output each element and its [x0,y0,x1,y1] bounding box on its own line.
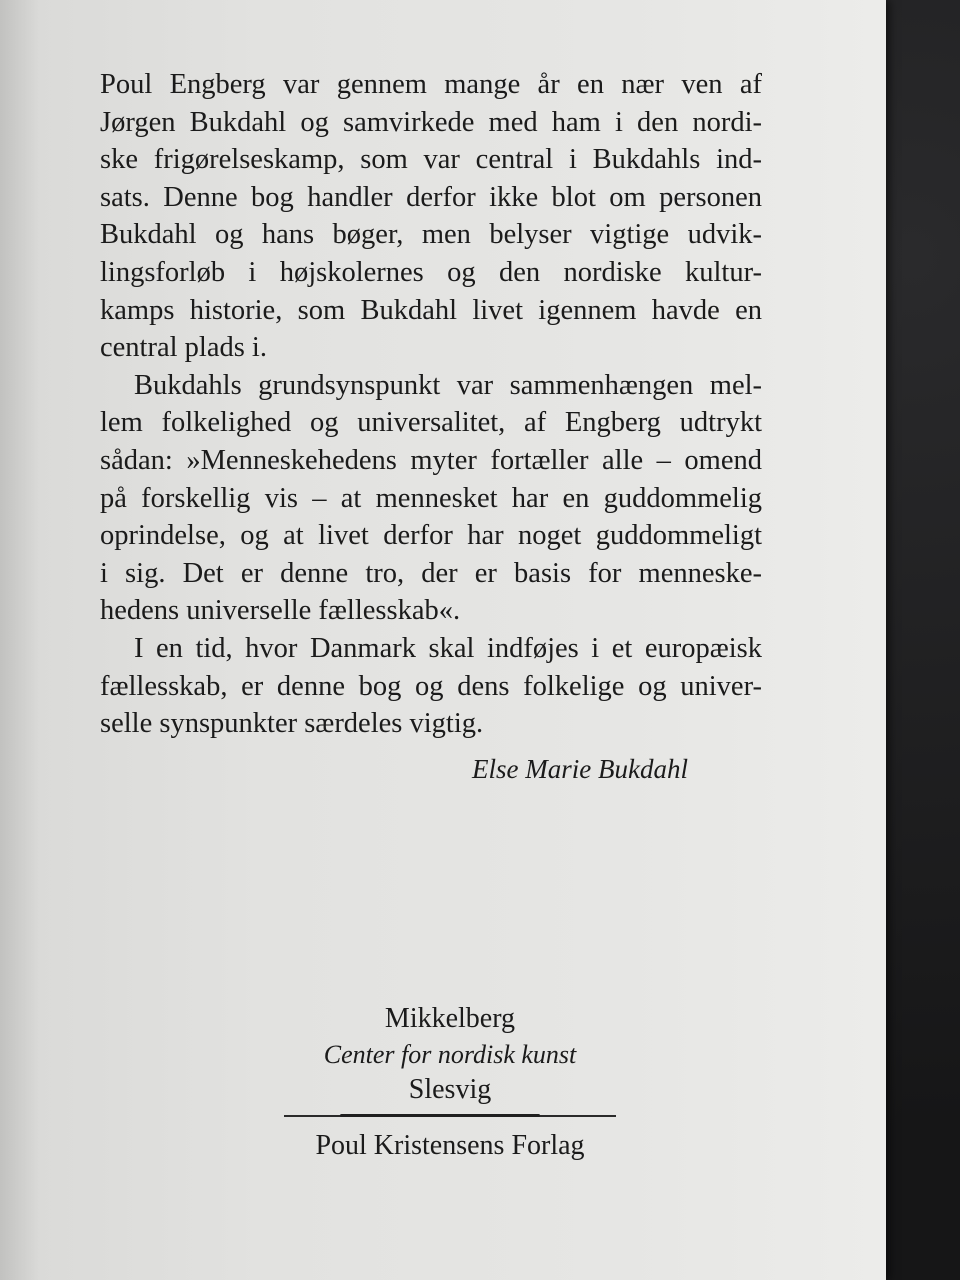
text-line: selle synspunkter særdeles vigtig. [100,708,484,740]
blurb-text [100,66,762,743]
imprint-line-2: Center for nordisk kunst [323,1040,577,1069]
text-line: I en tid, hvor Danmark skal indføjes i et europæisk [134,632,762,664]
imprint-block [285,1000,615,1108]
imprint-line-3: Slesvig [408,1074,492,1105]
text-line: i sig. Det er denne tro, der er basis for menneske- [100,557,762,589]
text-line: fællesskab, er denne bog og dens folkelige og univer- [100,670,762,702]
text-line: Bukdahl og hans bøger, men belyser vigtige udvik- [100,219,762,251]
text-line: sådan: »Menneskehedens myter fortæller alle – omend [100,444,762,476]
text-line: sats. Denne bog handler derfor ikke blot om personen [100,181,762,213]
text-line: Jørgen Bukdahl og samvirkede med ham i den nordi- [100,106,762,138]
publisher-name: Poul Kristensens Forlag [315,1130,585,1161]
text-line: lingsforløb i højskolernes og den nordiske kultur- [100,256,762,288]
text-line: lem folkelighed og universalitet, af Engberg udtrykt [100,407,762,439]
imprint-line-1: Mikkelberg [384,1003,516,1034]
text-line: Poul Engberg var gennem mange år en nær ven af [100,69,762,100]
page-shading [0,0,40,1280]
author-signature: Else Marie Bukdahl [472,754,688,784]
text-line: kamps historie, som Bukdahl livet igennem havde en [100,294,762,326]
text-line: ske frigørelseskamp, som var central i Bukdahls ind- [100,144,762,176]
text-line: på forskellig vis – at mennesket har en guddommelig [100,482,762,514]
text-line: oprindelse, og at livet derfor har noget guddommeligt [100,520,762,552]
text-line: Bukdahls grundsynspunkt var sammenhængen mel- [134,369,762,401]
text-line: hedens universelle fællesskab«. [100,595,461,627]
divider-rule-accent [340,1114,540,1117]
text-line: central plads i. [100,332,267,364]
